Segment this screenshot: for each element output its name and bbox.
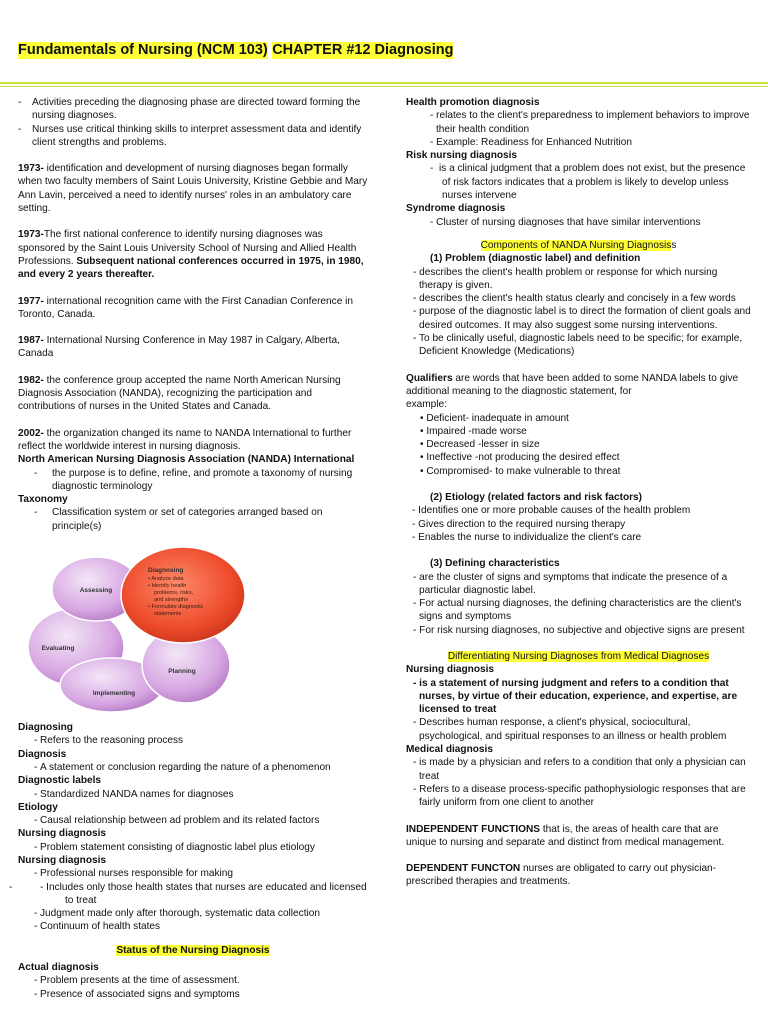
definition-item: - Standardized NANDA names for diagnoses: [18, 788, 368, 801]
components-heading: Components of NANDA Nursing Diagnosiss: [480, 239, 677, 251]
definition-term: Diagnostic labels: [18, 775, 102, 787]
qualifier-item: • Impaired -made worse: [420, 425, 527, 437]
nanda-heading: North American Nursing Diagnosis Association (NANDA) International: [18, 454, 355, 466]
document-header: [18, 41, 453, 59]
nanda-item: - the purpose is to define, refine, and promote a taxonomy of nursing diagnostic terminology: [18, 467, 368, 494]
left-column: [18, 96, 368, 1001]
header-rule-thin: [0, 86, 768, 87]
actual-heading: Actual diagnosis: [18, 962, 99, 974]
nursing-dx-item: - Describes human response, a client's physical, sociocultural, psychological, and spiritual responses to an illness or health problem: [413, 717, 727, 742]
health-promotion-item: - Example: Readiness for Enhanced Nutrition: [430, 136, 632, 148]
diagnosing-label: Diagnosing: [148, 567, 184, 575]
history-entry: 1973- identification and development of nursing diagnoses began formally when two faculty members of Saint Louis University, Kristine Gebbie and Mary Ann Lavin, perceived a need to identify nurses' roles in an ambulatory care setting.: [18, 163, 368, 215]
health-promotion-heading: Health promotion diagnosis: [406, 97, 540, 108]
definition-term: Etiology: [18, 801, 58, 813]
qualifiers-intro: Qualifiers are words that have been added to some NANDA labels to give additional meaning to the diagnostic statement, for: [406, 372, 739, 397]
problem-item: - purpose of the diagnostic label is to direct the formation of client goals and desired outcomes. It may also suggest some nursing interventions.: [413, 306, 751, 331]
qualifier-item: • Decreased -lesser in size: [420, 439, 540, 451]
implementing-label: Implementing: [92, 690, 136, 698]
problem-heading: (1) Problem (diagnostic label) and definition: [430, 253, 641, 265]
right-column: [406, 96, 751, 889]
syndrome-heading: Syndrome diagnosis: [406, 203, 506, 215]
history-entry: 1977- international recognition came with the First Canadian Conference in Toronto, Canada.: [18, 295, 353, 320]
diagnosing-step: • Analyze data: [148, 576, 184, 583]
defining-heading: (3) Defining characteristics: [430, 558, 560, 570]
chapter-title: CHAPTER #12 Diagnosing: [272, 42, 454, 58]
nursing-dx-item: - is a statement of nursing judgment and refers to a condition that nurses, by virtue of their education, experience, and expertise, are licensed to treat: [413, 677, 738, 716]
actual-item: - Problem presents at the time of assessment.: [18, 974, 368, 987]
qualifier-item: • Ineffective -not producing the desired effect: [420, 452, 620, 464]
document-title: Fundamentals of Nursing (NCM 103): [18, 42, 268, 58]
qualifiers-example-label: example:: [406, 399, 447, 411]
assessing-label: Assessing: [79, 587, 113, 595]
diagnosing-step: problems, risks,: [154, 590, 194, 597]
risk-heading: Risk nursing diagnosis: [406, 150, 518, 162]
definition-term: Nursing diagnosis: [18, 828, 107, 840]
risk-item: - is a clinical judgment that a problem does not exist, but the presence of risk factors indicates that a problem is likely to develop unless nurses intervene: [430, 163, 746, 202]
dependent-functions: DEPENDENT FUNCTON nurses are obligated to carry out physician-prescribed therapies and treatments.: [406, 863, 717, 888]
etiology-item: - Gives direction to the required nursing therapy: [412, 518, 626, 530]
syndrome-item: - Cluster of nursing diagnoses that have similar interventions: [430, 216, 701, 228]
diff-heading: Differentiating Nursing Diagnoses from Medical Diagnoses: [447, 650, 710, 662]
definition-item: - Problem statement consisting of diagnostic label plus etiology: [18, 841, 368, 854]
etiology-item: - Identifies one or more probable causes of the health problem: [412, 505, 691, 517]
definition-item: - Refers to the reasoning process: [18, 734, 368, 747]
history-entry: 1987- International Nursing Conference in May 1987 in Calgary, Alberta, Canada: [18, 335, 340, 360]
taxonomy-item: - Classification system or set of categories arranged based on principle(s): [18, 506, 368, 533]
definition-item: - Judgment made only after thorough, systematic data collection: [18, 907, 368, 920]
etiology-item: - Enables the nurse to individualize the client's care: [412, 531, 642, 543]
history-entry: 2002- the organization changed its name to NANDA International to further reflect the worldwide interest in nursing diagnosis.: [18, 427, 352, 452]
defining-item: - are the cluster of signs and symptoms that indicate the presence of a particular diagnostic label.: [413, 571, 728, 596]
medical-dx-item: - is made by a physician and refers to a condition that only a physician can treat: [413, 757, 746, 782]
intro-item: - Nurses use critical thinking skills to interpret assessment data and identify client strengths and problems.: [18, 123, 368, 150]
etiology-heading: (2) Etiology (related factors and risk factors): [430, 492, 643, 504]
diagnosing-step: and strengths: [154, 597, 188, 604]
problem-item: - To be clinically useful, diagnostic labels need to be specific; for example, Deficient Knowledge (Medications): [413, 333, 743, 358]
taxonomy-heading: Taxonomy: [18, 494, 68, 506]
definition-item: - Causal relationship between ad problem and its related factors: [18, 814, 368, 827]
medical-dx-item: - Refers to a disease process-specific pathophysiologic responses that are fairly uniform from one client to another: [413, 783, 746, 809]
header-rule: [0, 82, 768, 84]
diagnosing-step: • Identify health: [148, 583, 187, 590]
intro-item: - Activities preceding the diagnosing phase are directed toward forming the nursing diagnoses.: [18, 96, 368, 123]
qualifier-item: • Deficient- inadequate in amount: [420, 412, 569, 424]
definition-term: Diagnosing: [18, 722, 73, 734]
health-promotion-item: - relates to the client's preparedness to implement behaviors to improve their health condition: [430, 110, 750, 135]
status-heading: Status of the Nursing Diagnosis: [116, 944, 270, 956]
definition-term: Nursing diagnosis: [18, 854, 107, 866]
independent-functions: INDEPENDENT FUNCTIONS that is, the areas of health care that are unique to nursing and separate and distinct from medical management.: [406, 823, 725, 848]
planning-label: Planning: [168, 668, 196, 676]
actual-item: - Presence of associated signs and symptoms: [18, 988, 368, 1001]
definition-term: Diagnosis: [18, 748, 67, 760]
definition-item: - - Includes only those health states that nurses are educated and licensed to treat: [18, 881, 368, 908]
medical-dx-heading: Medical diagnosis: [406, 744, 493, 756]
defining-item: - For actual nursing diagnoses, the defining characteristics are the client's signs and symptoms: [413, 598, 742, 623]
nursing-process-diagram: [18, 537, 248, 715]
defining-item: - For risk nursing diagnoses, no subjective and objective signs are present: [413, 624, 745, 636]
definition-item: - A statement or conclusion regarding the nature of a phenomenon: [18, 761, 368, 774]
history-entry: 1973-The first national conference to identify nursing diagnoses was sponsored by the Saint Louis University School of Nursing and Allied Health Professions. Subsequent national conferences occurred in 1975, in 1980, and every 2 years thereafter.: [18, 229, 364, 281]
history-entry: 1982- the conference group accepted the name North American Nursing Diagnosis Association (NANDA), recognizing the participation and contributions of nurses in the United States and Canada.: [18, 374, 341, 413]
qualifier-item: • Compromised- to make vulnerable to threat: [420, 465, 621, 477]
nursing-dx-heading: Nursing diagnosis: [406, 664, 495, 676]
problem-item: - describes the client's health status clearly and concisely in a few words: [413, 293, 736, 305]
problem-item: - describes the client's health problem or response for which nursing therapy is given.: [413, 266, 718, 291]
definition-item: - Professional nurses responsible for making: [18, 867, 368, 880]
evaluating-label: Evaluating: [41, 645, 75, 653]
definition-item: - Continuum of health states: [18, 920, 368, 933]
diagnosing-step: • Formulate diagnostic: [148, 604, 204, 611]
diagnosing-step: statements: [154, 611, 182, 618]
